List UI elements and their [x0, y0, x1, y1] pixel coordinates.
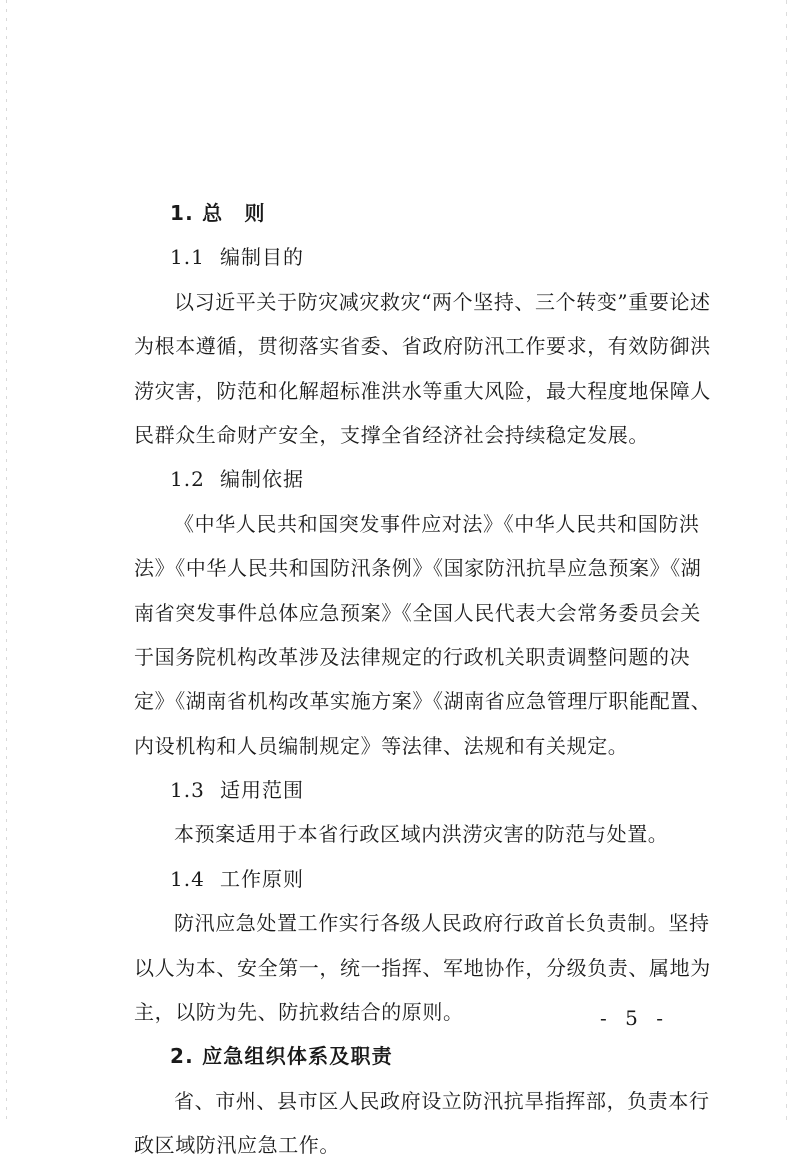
paragraph-line: 以人为本、安全第一，统一指挥、军地协作，分级负责、属地为: [134, 955, 711, 980]
subsection-1-3-heading: [134, 768, 664, 812]
paragraph-line: 政区域防汛应急工作。: [134, 1133, 340, 1158]
subsection-title: 适用范围: [220, 778, 304, 803]
subsection-1-1-heading: [134, 235, 664, 279]
document-body: [134, 191, 712, 1168]
subsection-number: 1.1: [170, 245, 205, 270]
paragraph-line: 防汛应急处置工作实行各级人民政府行政首长负责制。坚持: [174, 911, 710, 936]
scan-edge-left: [6, 0, 7, 1122]
subsection-1-4-heading: [134, 857, 664, 901]
subsection-title: 工作原则: [220, 866, 304, 891]
page-number: - 5 -: [600, 1006, 669, 1030]
paragraph-line: 于国务院机构改革涉及法律规定的行政机关职责调整问题的决: [134, 644, 691, 669]
paragraph-line: 主，以防为先、防抗救结合的原则。: [134, 1000, 464, 1025]
paragraph-line: 定》《湖南省机构改革实施方案》《湖南省应急管理厅职能配置、: [134, 689, 712, 714]
scan-edge-right: [786, 0, 787, 1122]
paragraph-line: 本预案适用于本省行政区域内洪涝灾害的防范与处置。: [174, 822, 669, 847]
subsection-number: 1.3: [170, 778, 205, 803]
paragraph-line: 南省突发事件总体应急预案》《全国人民代表大会常务委员会关: [134, 600, 701, 625]
subsection-title: 编制目的: [220, 245, 304, 270]
paragraph-line: 以习近平关于防灾减灾救灾“两个坚持、三个转变”重要论述: [174, 289, 711, 314]
subsection-number: 1.4: [170, 866, 205, 891]
paragraph-line: 省、市州、县市区人民政府设立防汛抗旱指挥部，负责本行: [174, 1088, 710, 1113]
section-2-heading: 2. 应急组织体系及职责: [170, 1044, 393, 1069]
paragraph-line: 《中华人民共和国突发事件应对法》《中华人民共和国防洪: [174, 511, 700, 536]
subsection-title: 编制依据: [220, 467, 304, 492]
subsection-1-2-heading: [134, 457, 664, 501]
paragraph-line: 涝灾害，防范和化解超标准洪水等重大风险，最大程度地保障人: [134, 378, 711, 403]
subsection-number: 1.2: [170, 467, 205, 492]
paragraph-line: 内设机构和人员编制规定》等法律、法规和有关规定。: [134, 733, 629, 758]
paragraph-line: 民群众生命财产安全，支撑全省经济社会持续稳定发展。: [134, 422, 649, 447]
paragraph-line: 为根本遵循，贯彻落实省委、省政府防汛工作要求，有效防御洪: [134, 334, 711, 359]
section-1-heading: 1. 总 则: [170, 201, 266, 225]
paragraph-line: 法》《中华人民共和国防汛条例》《国家防汛抗旱应急预案》《湖: [134, 556, 702, 581]
